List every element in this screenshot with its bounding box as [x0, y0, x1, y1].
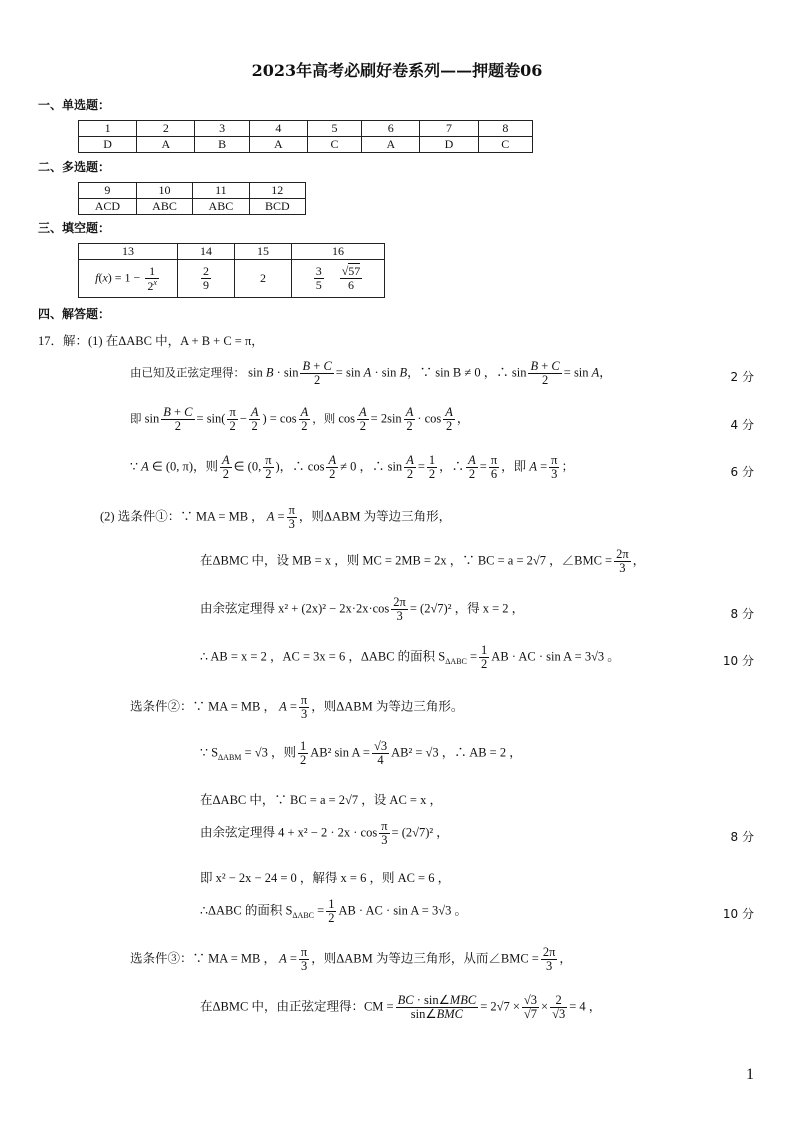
q17-c1-line2: 在ΔBMC 中，设 MB = x ，则 MC = 2MB = 2x ，∵ BC = a = 2√7 ，∠BMC = $\frac{2\pi}{3}$ ， — [200, 547, 646, 576]
multi-choice-number-1: 10 — [136, 183, 192, 199]
fill-blank-table — [78, 243, 385, 298]
score-10b: 10 分 — [722, 907, 754, 921]
q17-c1-line3: 由余弦定理得 x² + (2x)² − 2x·2x·cos $\frac{2\pi}{3}$ = (2√7)² ，得 x = 2 ， — [200, 595, 525, 624]
q17-line2: 即 sin $\frac{B + C}{2}$ = sin( $\frac{\pi}{2}$ − $\frac{A}{2}$ ) = cos $\frac{A}{2}$ ，则 cos $\frac{A}{2}$ = 2sin $\frac{A}{2}$ · cos $\frac{A}{2}$ ， — [130, 405, 470, 434]
single-choice-number-2: 3 — [195, 121, 249, 137]
score-8b: 8 分 — [730, 830, 754, 844]
score-4: 4 分 — [730, 418, 754, 432]
q17-c2-line4: 由余弦定理得 4 + x² − 2 · 2x · cos $\frac{\pi}{3}$ = (2√7)² ， — [200, 819, 449, 848]
section-solutions: 四、解答题： — [38, 307, 111, 321]
single-choice-answer-1: A — [137, 137, 195, 153]
q17-c2-line3: 在ΔABC 中，∵ BC = a = 2√7 ，设 AC = x ， — [200, 793, 442, 807]
single-choice-table — [78, 120, 533, 153]
multi-choice-number-3: 12 — [249, 183, 305, 199]
single-choice-number-4: 5 — [307, 121, 361, 137]
single-choice-number-0: 1 — [79, 121, 137, 137]
q17-line3: ∵ A ∈ (0, π)，则 $\frac{A}{2}$ ∈ (0, $\frac{\pi}{2}$ )，∴ cos $\frac{A}{2}$ ≠ 0 ，∴ sin $\frac{A}{2}$ = $\frac{1}{2}$ ，∴ $\frac{A}{2}$ = $\frac{\pi}{6}$ ，即 A = $\frac{\pi}{3}$ ； — [130, 453, 574, 482]
q17-c2-line1: 选条件②：∵ MA = MB ， A = $\frac{\pi}{3}$ ，则ΔABM 为等边三角形。 — [130, 693, 464, 722]
multi-choice-answer-0: ACD — [79, 199, 137, 215]
multi-choice-number-0: 9 — [79, 183, 137, 199]
single-choice-answer-2: B — [195, 137, 249, 153]
fb-answer-16: $\frac{3}{5}$ $\frac{√57}{6}$ — [292, 260, 385, 298]
score-8a: 8 分 — [730, 607, 754, 621]
q17-intro: 17．解：(1) 在ΔABC 中，A + B + C = π， — [38, 334, 264, 348]
score-6: 6 分 — [730, 465, 754, 479]
q17-part2-c1: (2) 选条件①：∵ MA = MB ， A = $\frac{\pi}{3}$ ，则ΔABM 为等边三角形， — [100, 503, 452, 532]
multi-choice-answer-1: ABC — [136, 199, 192, 215]
single-choice-number-1: 2 — [137, 121, 195, 137]
q17-line1: 由已知及正弦定理得： sin B · sin $\frac{B + C}{2}$ = sin A · sin B，∵ sin B ≠ 0 ，∴ sin $\frac{B + C}{2}$ = sin A， — [130, 359, 612, 388]
q17-c2-line6: ∴ΔABC 的面积 $S_{\Delta ABC}$ = $\frac{1}{2}$ AB · AC · sin A = 3√3 。 — [200, 897, 467, 926]
score-10a: 10 分 — [722, 654, 754, 668]
fb-answer-15: 2 — [235, 260, 292, 298]
q17-c1-line4: ∴ AB = x = 2 ，AC = 3x = 6 ，ΔABC 的面积 $S_{\Delta ABC}$ = $\frac{1}{2}$ AB · AC · sin A = 3√3 。 — [200, 643, 620, 672]
section-single-choice: 一、单选题： — [38, 98, 111, 112]
multi-choice-answer-2: ABC — [193, 199, 249, 215]
single-choice-answer-6: D — [420, 137, 478, 153]
section-multi-choice: 二、多选题： — [38, 160, 111, 174]
fb-num-13: 13 — [79, 244, 178, 260]
single-choice-answer-7: C — [478, 137, 532, 153]
fb-num-15: 15 — [235, 244, 292, 260]
page-title: 2023年高考必刷好卷系列——押题卷06 — [251, 61, 543, 80]
q17-c3-line1: 选条件③：∵ MA = MB ， A = $\frac{\pi}{3}$ ，则ΔABM 为等边三角形，从而∠BMC = $\frac{2\pi}{3}$ ， — [130, 945, 572, 974]
fb-num-16: 16 — [292, 244, 385, 260]
single-choice-number-3: 4 — [249, 121, 307, 137]
single-choice-number-6: 7 — [420, 121, 478, 137]
single-choice-number-5: 6 — [362, 121, 420, 137]
fb-num-14: 14 — [178, 244, 235, 260]
single-choice-answer-3: A — [249, 137, 307, 153]
q17-c2-line2: ∵ $S_{\Delta ABM} = √3$ ，则 $\frac{1}{2}$ AB² sin A = $\frac{√3}{4}$ AB² = √3 ，∴ AB = 2 ， — [200, 739, 522, 768]
q17-c3-line2: 在ΔBMC 中，由正弦定理得：CM = $\frac{\text{BC · sin∠MBC}}{\text{sin∠BMC}}$ = 2√7 × $\frac{√3}{√7}$ × $\frac{2}{√3}$ = 4 ， — [200, 993, 602, 1022]
single-choice-answer-4: C — [307, 137, 361, 153]
multi-choice-table — [78, 182, 306, 215]
single-choice-answer-0: D — [79, 137, 137, 153]
fb-answer-13: f(x) = 1 − $\frac{1}{2^x}$ — [79, 260, 178, 298]
single-choice-number-7: 8 — [478, 121, 532, 137]
section-fill-blank: 三、填空题： — [38, 221, 111, 235]
score-2: 2 分 — [730, 370, 754, 384]
single-choice-answer-5: A — [362, 137, 420, 153]
multi-choice-answer-3: BCD — [249, 199, 305, 215]
multi-choice-number-2: 11 — [193, 183, 249, 199]
q17-c2-line5: 即 x² − 2x − 24 = 0 ，解得 x = 6 ，则 AC = 6 ， — [200, 871, 451, 885]
fb-answer-14: $\frac{2}{9}$ — [178, 260, 235, 298]
page-number: 1 — [746, 1066, 754, 1083]
